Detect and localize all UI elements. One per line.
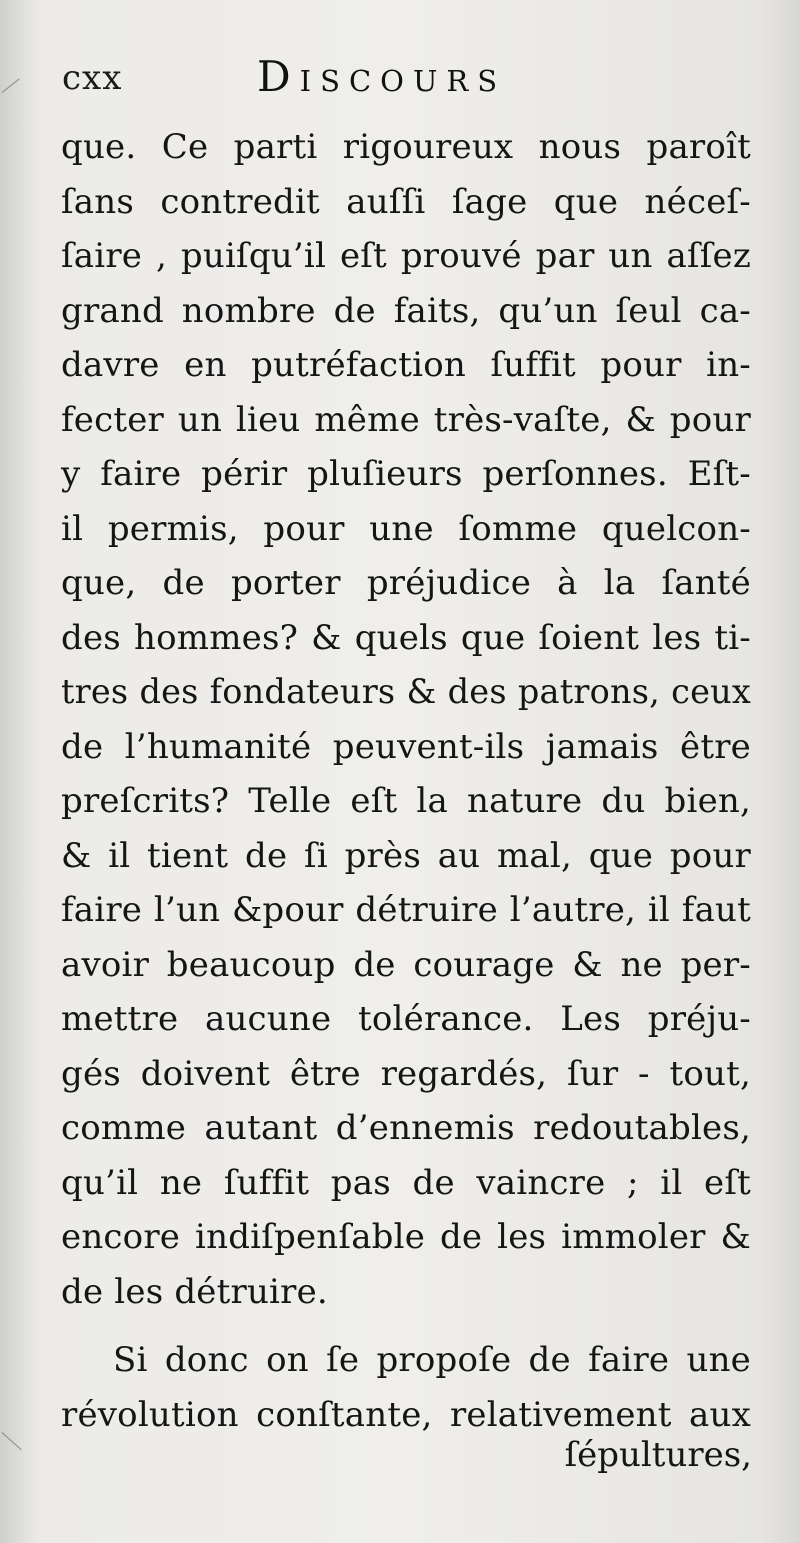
body-text [61,120,751,1442]
catchword: ſépultures, [564,1435,752,1475]
text-line: comme autant d’ennemis redoutables, [61,1108,751,1148]
text-line: davre en putréfaction ſuffit pour in- [61,345,751,385]
text-line: que. Ce parti rigoureux nous paroît [61,127,751,167]
text-line: fecter un lieu même très-vaſte, & pour [61,399,751,440]
text-line: ſaire , puiſqu’il eſt prouvé par un aſſez [61,236,751,276]
text-line: mettre aucune tolérance. Les préju- [61,999,751,1039]
text-line: grand nombre de faits, qu’un ſeul ca- [61,290,751,331]
text-line: faire l’un &pour détruire l’autre, il faut [61,890,751,930]
text-line: encore indiſpenſable de les immoler & [61,1217,751,1257]
text-line: Si donc on ſe propoſe de faire une [113,1340,751,1380]
text-line: preſcrits? Telle eſt la nature du bien, [61,781,751,821]
text-line: & il tient de ſi près au mal, que pour [61,835,751,876]
text-line: de l’humanité peuvent-ils jamais être [61,726,751,767]
text-line: révolution conſtante, relativement aux [61,1394,751,1435]
margin-mark [2,1432,22,1450]
text-line: de les détruire. [61,1271,328,1312]
text-line: y faire périr pluſieurs perſonnes. Eſt- [61,454,751,494]
paragraph [61,120,751,1319]
page-number: cxx [62,58,123,98]
text-line: tres des fondateurs & des patrons, ceux [61,672,751,711]
running-title: Discours [257,52,507,101]
text-line: ſans contredit auſſi ſage que néceſ- [61,181,751,222]
margin-mark [2,79,20,93]
text-line: il permis, pour une ſomme quelcon- [61,508,751,549]
text-line: avoir beaucoup de courage & ne per- [61,944,751,985]
text-line: gés doivent être regardés, ſur - tout, [61,1053,751,1094]
paragraph [61,1333,751,1442]
running-head [62,50,762,110]
text-line: que, de porter préjudice à la ſanté [61,563,751,603]
paragraph-gap [61,1319,751,1333]
text-line: des hommes? & quels que ſoient les ti- [61,617,751,658]
text-line: qu’il ne ſuffit pas de vaincre ; il eſt [61,1162,751,1203]
